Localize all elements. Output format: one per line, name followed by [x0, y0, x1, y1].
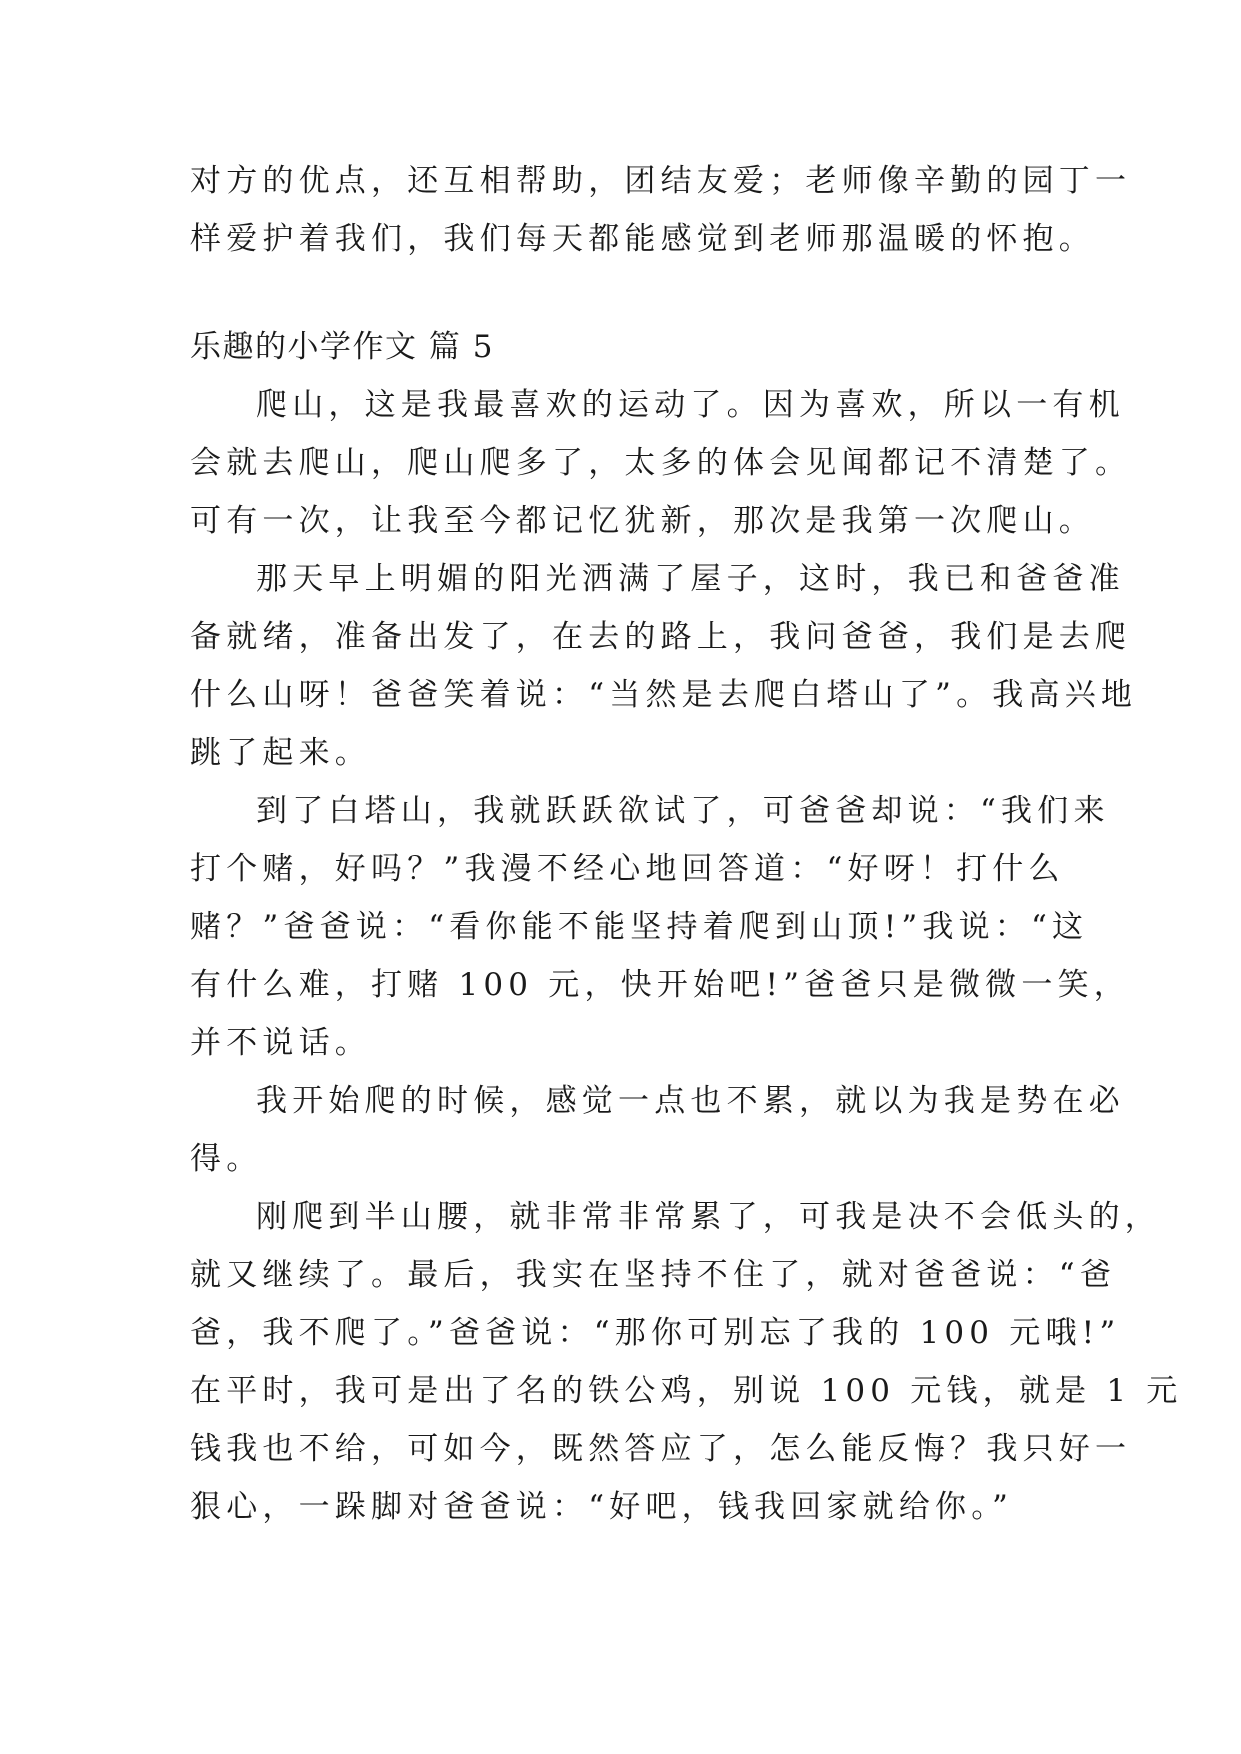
text-line: 并不说话。: [190, 1025, 371, 1061]
text-line: 在平时，我可是出了名的铁公鸡，别说 100 元钱，就是 1 元: [190, 1373, 1183, 1409]
paragraph-first-line: 我开始爬的时候，感觉一点也不累，就以为我是势在必: [256, 1083, 1125, 1119]
paragraph-first-line: 爬山，这是我最喜欢的运动了。因为喜欢，所以一有机: [256, 387, 1125, 423]
text-line: 会就去爬山，爬山爬多了，太多的体会见闻都记不清楚了。: [190, 445, 1132, 481]
text-line: 什么山呀！爸爸笑着说：“当然是去爬白塔山了”。我高兴地: [190, 677, 1138, 713]
paragraph-first-line: 刚爬到半山腰，就非常非常累了，可我是决不会低头的，: [256, 1199, 1161, 1235]
text-line: 样爱护着我们，我们每天都能感觉到老师那温暖的怀抱。: [190, 221, 1095, 257]
section-gap: [190, 268, 1070, 318]
text-line: 得。: [190, 1141, 263, 1177]
paragraph-first-line: 到了白塔山，我就跃跃欲试了，可爸爸却说：“我们来: [256, 793, 1110, 829]
document-body: [190, 152, 1183, 1536]
text-line: 可有一次，让我至今都记忆犹新，那次是我第一次爬山。: [190, 503, 1095, 539]
text-line: 狠心，一跺脚对爸爸说：“好吧，钱我回家就给你。”: [190, 1489, 1013, 1525]
text-line: 爸，我不爬了。”爸爸说：“那你可别忘了我的 100 元哦!”: [190, 1315, 1121, 1351]
text-line: 有什么难，打赌 100 元，快开始吧!”爸爸只是微微一笑，: [190, 967, 1130, 1003]
text-line: 赌？”爸爸说：“看你能不能坚持着爬到山顶!”我说：“这: [190, 909, 1089, 945]
text-line: 跳了起来。: [190, 735, 371, 771]
text-line: 对方的优点，还互相帮助，团结友爱；老师像辛勤的园丁一: [190, 163, 1132, 199]
paragraph-first-line: 那天早上明媚的阳光洒满了屋子，这时，我已和爸爸准: [256, 561, 1125, 597]
text-line: 钱我也不给，可如今，既然答应了，怎么能反悔？我只好一: [190, 1431, 1132, 1467]
text-line: 打个赌，好吗？”我漫不经心地回答道：“好呀！打什么: [190, 851, 1065, 887]
text-line: 备就绪，准备出发了，在去的路上，我问爸爸，我们是去爬: [190, 619, 1132, 655]
section-heading: 乐趣的小学作文 篇 5: [190, 329, 494, 365]
text-line: 就又继续了。最后，我实在坚持不住了，就对爸爸说：“爸: [190, 1257, 1117, 1293]
